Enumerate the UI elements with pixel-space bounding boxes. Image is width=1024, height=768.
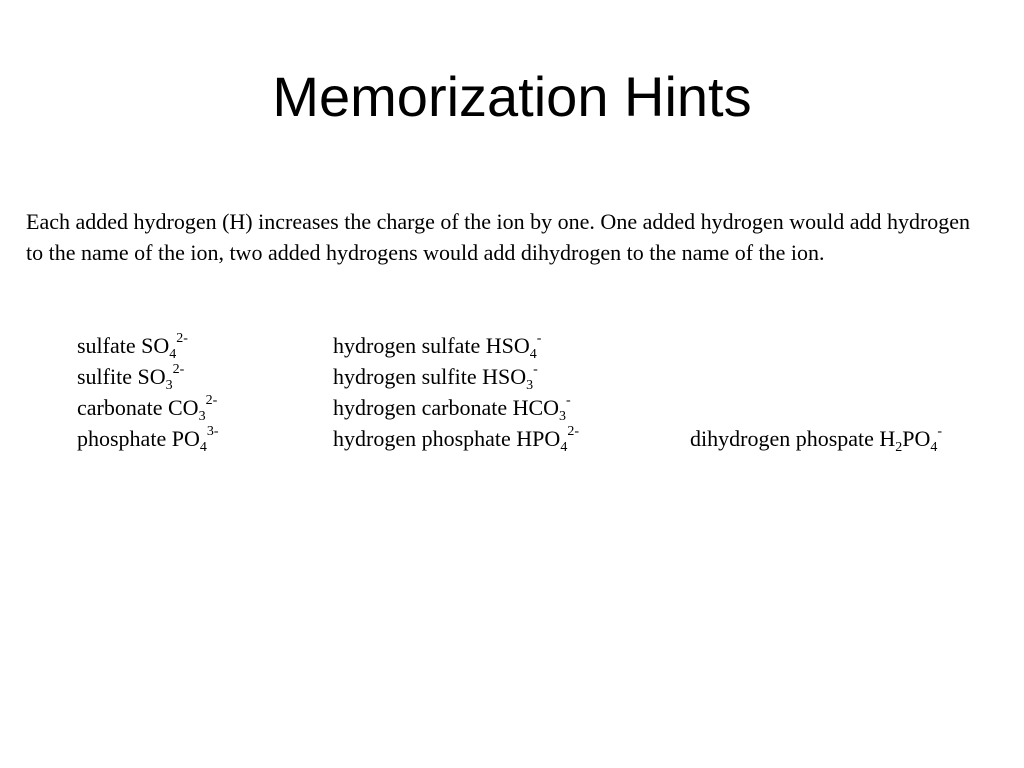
ion-name: sulfate [77, 333, 136, 358]
ion-subscript: 4 [930, 440, 938, 455]
ion-formula: SO [141, 333, 170, 358]
ion-hydrogen-phosphate [333, 423, 579, 454]
ion-formula: HSO [485, 333, 530, 358]
ion-subscript: 3 [165, 378, 173, 393]
ion-name: hydrogen sulfate [333, 333, 481, 358]
ion-formula: PO [171, 426, 200, 451]
slide-title: Memorization Hints [272, 65, 752, 128]
ion-dihydrogen-phosphate [690, 423, 942, 454]
ion-charge: - [536, 331, 542, 346]
ion-charge: - [533, 362, 538, 377]
ion-subscript: 4 [199, 440, 207, 455]
explanation-paragraph: Each added hydrogen (H) increases the charge of the ion by one. One added hydrogen would add hydrogen to the name of the ion, two added hydrogens would add dihydrogen to the name of the ion. [26, 209, 971, 265]
ion-name: dihydrogen phospate [690, 426, 874, 451]
ion-charge: 2- [205, 393, 218, 408]
ion-charge: - [566, 393, 571, 408]
ion-subscript: 3 [526, 378, 534, 393]
ion-subscript: 3 [198, 409, 206, 424]
ion-hydrogen-carbonate [333, 392, 571, 423]
ion-charge: 2- [172, 362, 185, 377]
ion-phosphate [77, 423, 219, 454]
ion-h-subscript: 2 [895, 440, 903, 455]
ion-carbonate [77, 392, 217, 423]
ion-subscript: 3 [559, 409, 567, 424]
ion-sulfite [77, 361, 184, 392]
ion-formula: HSO [482, 364, 527, 389]
ion-subscript: 4 [560, 440, 568, 455]
ion-formula: HPO [516, 426, 561, 451]
ion-name: hydrogen phosphate [333, 426, 511, 451]
ion-name: hydrogen carbonate [333, 395, 508, 420]
ion-formula-h: H [879, 426, 896, 451]
ion-name: sulfite [77, 364, 132, 389]
ion-formula: CO [168, 395, 199, 420]
ion-name: phosphate [77, 426, 167, 451]
ion-name: carbonate [77, 395, 163, 420]
ion-formula: PO [902, 426, 931, 451]
ion-formula: HCO [512, 395, 560, 420]
ion-subscript: 4 [529, 347, 537, 362]
ion-sulfate [77, 330, 188, 361]
ion-subscript: 4 [169, 347, 177, 362]
ion-charge: 3- [206, 424, 219, 439]
ion-name: hydrogen sulfite [333, 364, 477, 389]
ion-charge: - [937, 424, 943, 439]
ion-formula: SO [137, 364, 166, 389]
ion-hydrogen-sulfite [333, 361, 538, 392]
ion-charge: 2- [176, 331, 188, 346]
ion-hydrogen-sulfate [333, 330, 541, 361]
ion-charge: 2- [567, 424, 579, 439]
